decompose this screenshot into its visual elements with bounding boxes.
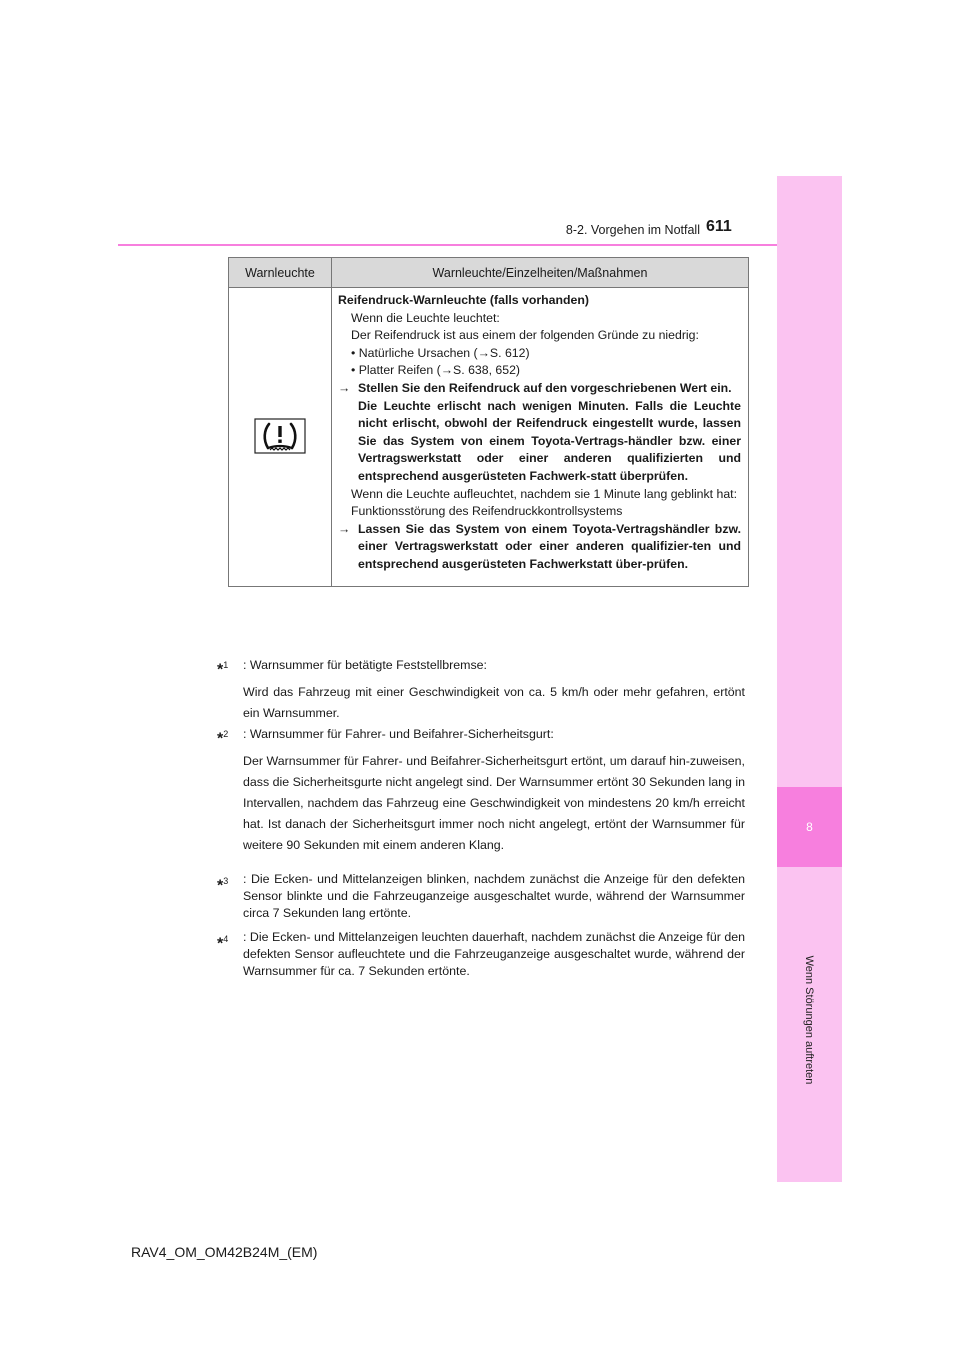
document-code: RAV4_OM_OM42B24M_(EM) xyxy=(131,1244,318,1260)
footnote-4: *$^4$ : Die Ecken- und Mittelanzeigen leuchten dauerhaft, nachdem zunächst die Anzeige für den defekten Sensor aufleuchtete und die Fahrzeuganzeige ausgeschaltet wurde, während der Warnsummer für ca. 7 Sekunden ertönte. xyxy=(217,930,745,978)
arrow-icon: → xyxy=(338,380,351,395)
footnote-1: *$^1$ : Warnsummer für betätigte Feststellbremse: Wird das Fahrzeug mit einer Geschwindigkeit von ca. 5 km/h oder mehr gefahren, ertönt ein Warnsummer. xyxy=(217,658,745,720)
table-col-header: Warnleuchte xyxy=(229,258,332,288)
table-header-row xyxy=(229,258,749,288)
action-detail: Die Leuchte erlischt nach wenigen Minuten. Falls die Leuchte nicht erlischt, obwohl der Reifendruck eingestellt wurde, lassen Sie das System von einem Toyota-Vertrags-händler bzw. einer Vertragswerkstatt oder einer anderen qualifizierten und entsprechend ausgerüsteten Fachwerk-statt überprüfen. xyxy=(358,398,741,483)
chapter-title-vertical: Wenn Störungen auftreten xyxy=(803,955,815,1085)
tire-pressure-warning-icon xyxy=(254,418,306,454)
warning-details xyxy=(338,292,741,574)
table-col-header: Warnleuchte/Einzelheiten/Maßnahmen xyxy=(332,258,749,288)
warning-icon-cell xyxy=(229,288,332,587)
condition-detail: Funktionsstörung des Reifendruckkontrollsystems xyxy=(351,504,623,519)
cause-list-item: • Platter Reifen (→S. 638, 652) xyxy=(351,363,521,378)
condition-text: Wenn die Leuchte leuchtet: xyxy=(351,310,500,325)
condition-text: Wenn die Leuchte aufleuchtet, nachdem sie 1 Minute lang geblinkt hat: xyxy=(351,486,738,501)
footnote-2: *$^2$ : Warnsummer für Fahrer- und Beifahrer-Sicherheitsgurt: Der Warnsummer für Fahrer- und Beifahrer-Sicherheitsgurt ertönt, um darauf hin-zuweisen, dass die Sicherheitsgurte nicht angelegt sind. Der Warnsummer ertönt 30 Sekunden lang in Intervallen, nachdem das Fahrzeug eine Geschwindigkeit von mindestens 20 km/h erreicht hat. Ist danach der Sicherheitsgurt immer noch nicht angelegt, ertönt der Warnsummer für weitere 90 Sekunden mit einem anderen Klang. xyxy=(217,727,745,852)
chapter-number-tab[interactable]: 8 xyxy=(777,787,842,867)
arrow-icon: → xyxy=(338,521,351,536)
header-divider xyxy=(118,244,777,246)
action-instruction: → Stellen Sie den Reifendruck auf den vorgeschriebenen Wert ein. Die Leuchte erlischt nach wenigen Minuten. Falls die Leuchte nicht erlischt, obwohl der Reifendruck eingestellt wurde, lassen Sie das System von einem Toyota-Vertrags-händler bzw. einer Vertragswerkstatt oder einer anderen qualifizierten und entsprechend ausgerüsteten Fachwerk-statt überprüfen. xyxy=(338,380,741,483)
page-number: 611 xyxy=(706,218,732,235)
section-title: 8-2. Vorgehen im Notfall xyxy=(565,223,700,237)
cause-list-item: • Natürliche Ursachen (→S. 612) xyxy=(351,345,530,360)
footnote-3: *$^3$ : Die Ecken- und Mittelanzeigen blinken, nachdem zunächst die Anzeige für den defekten Sensor blinkte und die Fahrzeuganzeige ausgeschaltet wurde, während der Warnsummer circa 7 Sekunden lang ertönte. xyxy=(217,872,745,920)
warning-title: Reifendruck-Warnleuchte (falls vorhanden) xyxy=(338,293,589,307)
condition-detail: Der Reifendruck ist aus einem der folgenden Gründe zu niedrig: xyxy=(351,328,699,343)
action-instruction: → Lassen Sie das System von einem Toyota-Vertragshändler bzw. einer Vertragswerkstatt oder einer anderen qualifizier-ten und entsprechend ausgerüsteten Fachwerkstatt über-prüfen. xyxy=(338,521,741,571)
